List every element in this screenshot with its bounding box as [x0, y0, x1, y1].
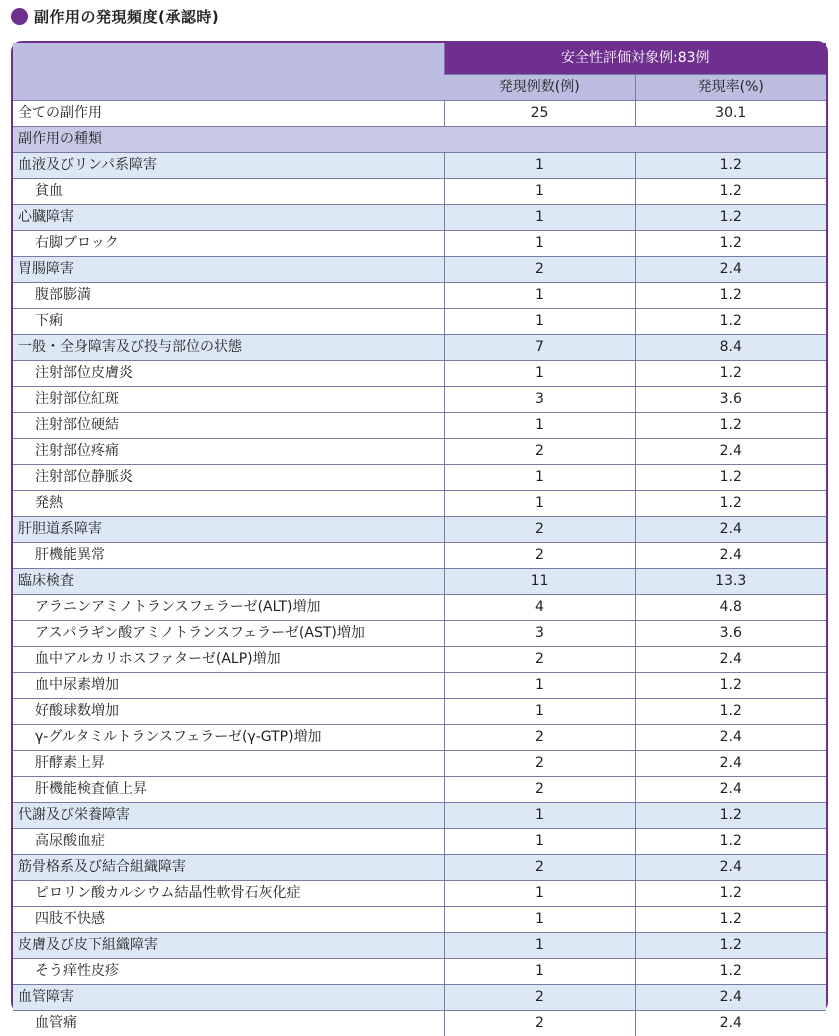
row-count: 1	[444, 465, 635, 491]
row-count: 1	[444, 881, 635, 907]
row-count: 1	[444, 309, 635, 335]
row-rate: 1.2	[635, 179, 826, 205]
row-rate: 1.2	[635, 283, 826, 309]
table-row	[13, 153, 826, 179]
header-corner	[13, 43, 444, 101]
row-count: 2	[444, 725, 635, 751]
row-label: そう痒性皮疹	[13, 959, 444, 985]
row-label: 肝機能検査値上昇	[13, 777, 444, 803]
row-label: 血中尿素増加	[13, 673, 444, 699]
row-count: 2	[444, 517, 635, 543]
row-count: 1	[444, 907, 635, 933]
table-row	[13, 595, 826, 621]
row-label: 血管障害	[13, 985, 444, 1011]
row-label: ピロリン酸カルシウム結晶性軟骨石灰化症	[13, 881, 444, 907]
table-row	[13, 725, 826, 751]
row-count: 2	[444, 985, 635, 1011]
row-label: 注射部位皮膚炎	[13, 361, 444, 387]
row-label: 一般・全身障害及び投与部位の状態	[13, 335, 444, 361]
row-rate: 1.2	[635, 465, 826, 491]
row-rate: 1.2	[635, 803, 826, 829]
row-label: 注射部位疼痛	[13, 439, 444, 465]
table-row	[13, 751, 826, 777]
row-count: 1	[444, 959, 635, 985]
row-count: 3	[444, 387, 635, 413]
table-row	[13, 1011, 826, 1036]
row-label: 皮膚及び皮下組織障害	[13, 933, 444, 959]
table-row	[13, 985, 826, 1011]
row-label: 四肢不快感	[13, 907, 444, 933]
row-count: 25	[444, 101, 635, 127]
row-label: 注射部位硬結	[13, 413, 444, 439]
row-rate: 1.2	[635, 959, 826, 985]
row-rate: 1.2	[635, 933, 826, 959]
table-row	[13, 257, 826, 283]
header-count: 発現例数(例)	[444, 75, 635, 101]
row-count: 1	[444, 491, 635, 517]
row-rate: 1.2	[635, 491, 826, 517]
section-label: 副作用の種類	[13, 127, 826, 153]
row-rate: 2.4	[635, 777, 826, 803]
row-label: 肝胆道系障害	[13, 517, 444, 543]
row-rate: 1.2	[635, 829, 826, 855]
row-rate: 1.2	[635, 881, 826, 907]
table-row	[13, 803, 826, 829]
row-rate: 2.4	[635, 543, 826, 569]
row-label: 右脚ブロック	[13, 231, 444, 257]
table-row	[13, 647, 826, 673]
page-title	[11, 6, 219, 27]
row-rate: 4.8	[635, 595, 826, 621]
row-label: 発熱	[13, 491, 444, 517]
row-label: 胃腸障害	[13, 257, 444, 283]
row-count: 2	[444, 1011, 635, 1036]
row-rate: 1.2	[635, 413, 826, 439]
table-row	[13, 439, 826, 465]
row-rate: 2.4	[635, 725, 826, 751]
row-rate: 2.4	[635, 647, 826, 673]
row-rate: 2.4	[635, 985, 826, 1011]
row-count: 1	[444, 231, 635, 257]
table-row	[13, 777, 826, 803]
row-label: 注射部位紅斑	[13, 387, 444, 413]
table-row	[13, 959, 826, 985]
row-rate: 2.4	[635, 439, 826, 465]
row-rate: 8.4	[635, 335, 826, 361]
row-rate: 1.2	[635, 205, 826, 231]
table-row	[13, 829, 826, 855]
table-row	[13, 517, 826, 543]
row-rate: 1.2	[635, 907, 826, 933]
row-label: 肝機能異常	[13, 543, 444, 569]
table-row	[13, 387, 826, 413]
header-rate: 発現率(%)	[635, 75, 826, 101]
table-row	[13, 309, 826, 335]
row-count: 1	[444, 361, 635, 387]
row-rate: 1.2	[635, 673, 826, 699]
row-rate: 1.2	[635, 231, 826, 257]
row-count: 7	[444, 335, 635, 361]
table-row	[13, 101, 826, 127]
table-row	[13, 127, 826, 153]
table-row	[13, 335, 826, 361]
row-count: 4	[444, 595, 635, 621]
row-count: 2	[444, 751, 635, 777]
row-rate: 3.6	[635, 387, 826, 413]
row-label: 腹部膨満	[13, 283, 444, 309]
row-rate: 13.3	[635, 569, 826, 595]
table-row	[13, 933, 826, 959]
row-rate: 2.4	[635, 257, 826, 283]
row-label: 心臓障害	[13, 205, 444, 231]
table-row	[13, 465, 826, 491]
row-label: アスパラギン酸アミノトランスフェラーゼ(AST)増加	[13, 621, 444, 647]
table-row	[13, 413, 826, 439]
row-label: 貧血	[13, 179, 444, 205]
row-count: 1	[444, 205, 635, 231]
row-count: 1	[444, 283, 635, 309]
row-rate: 2.4	[635, 1011, 826, 1036]
row-count: 1	[444, 413, 635, 439]
row-count: 1	[444, 803, 635, 829]
table-row	[13, 543, 826, 569]
table-row	[13, 231, 826, 257]
purple-bullet-icon	[11, 8, 28, 25]
table-row	[13, 569, 826, 595]
row-count: 2	[444, 777, 635, 803]
header-safety-population: 安全性評価対象例:83例	[444, 43, 826, 75]
row-label: 臨床検査	[13, 569, 444, 595]
table-row	[13, 205, 826, 231]
row-rate: 1.2	[635, 309, 826, 335]
table-row	[13, 881, 826, 907]
row-count: 2	[444, 855, 635, 881]
row-count: 1	[444, 153, 635, 179]
table-row	[13, 361, 826, 387]
table-row	[13, 855, 826, 881]
row-label: 全ての副作用	[13, 101, 444, 127]
table-row	[13, 179, 826, 205]
adverse-reaction-table	[13, 43, 826, 1036]
row-count: 1	[444, 933, 635, 959]
table-row	[13, 621, 826, 647]
row-rate: 1.2	[635, 699, 826, 725]
table-row	[13, 699, 826, 725]
row-label: 血中アルカリホスファターゼ(ALP)増加	[13, 647, 444, 673]
row-count: 3	[444, 621, 635, 647]
row-label: 代謝及び栄養障害	[13, 803, 444, 829]
row-count: 2	[444, 257, 635, 283]
row-rate: 3.6	[635, 621, 826, 647]
row-label: 筋骨格系及び結合組織障害	[13, 855, 444, 881]
row-rate: 30.1	[635, 101, 826, 127]
row-label: アラニンアミノトランスフェラーゼ(ALT)増加	[13, 595, 444, 621]
row-rate: 2.4	[635, 751, 826, 777]
row-count: 2	[444, 647, 635, 673]
table-row	[13, 907, 826, 933]
title-text: 副作用の発現頻度(承認時)	[34, 6, 219, 27]
row-label: 高尿酸血症	[13, 829, 444, 855]
row-label: 下痢	[13, 309, 444, 335]
row-count: 2	[444, 439, 635, 465]
row-count: 11	[444, 569, 635, 595]
row-count: 1	[444, 179, 635, 205]
row-rate: 1.2	[635, 361, 826, 387]
row-count: 1	[444, 699, 635, 725]
row-count: 1	[444, 673, 635, 699]
row-label: 好酸球数増加	[13, 699, 444, 725]
row-rate: 2.4	[635, 855, 826, 881]
row-label: 血管痛	[13, 1011, 444, 1036]
adverse-reaction-table-frame	[11, 41, 828, 1013]
row-label: 注射部位静脈炎	[13, 465, 444, 491]
row-count: 2	[444, 543, 635, 569]
row-rate: 2.4	[635, 517, 826, 543]
row-count: 1	[444, 829, 635, 855]
table-row	[13, 673, 826, 699]
row-label: 肝酵素上昇	[13, 751, 444, 777]
row-label: γ-グルタミルトランスフェラーゼ(γ-GTP)増加	[13, 725, 444, 751]
table-row	[13, 491, 826, 517]
table-row	[13, 283, 826, 309]
row-label: 血液及びリンパ系障害	[13, 153, 444, 179]
row-rate: 1.2	[635, 153, 826, 179]
